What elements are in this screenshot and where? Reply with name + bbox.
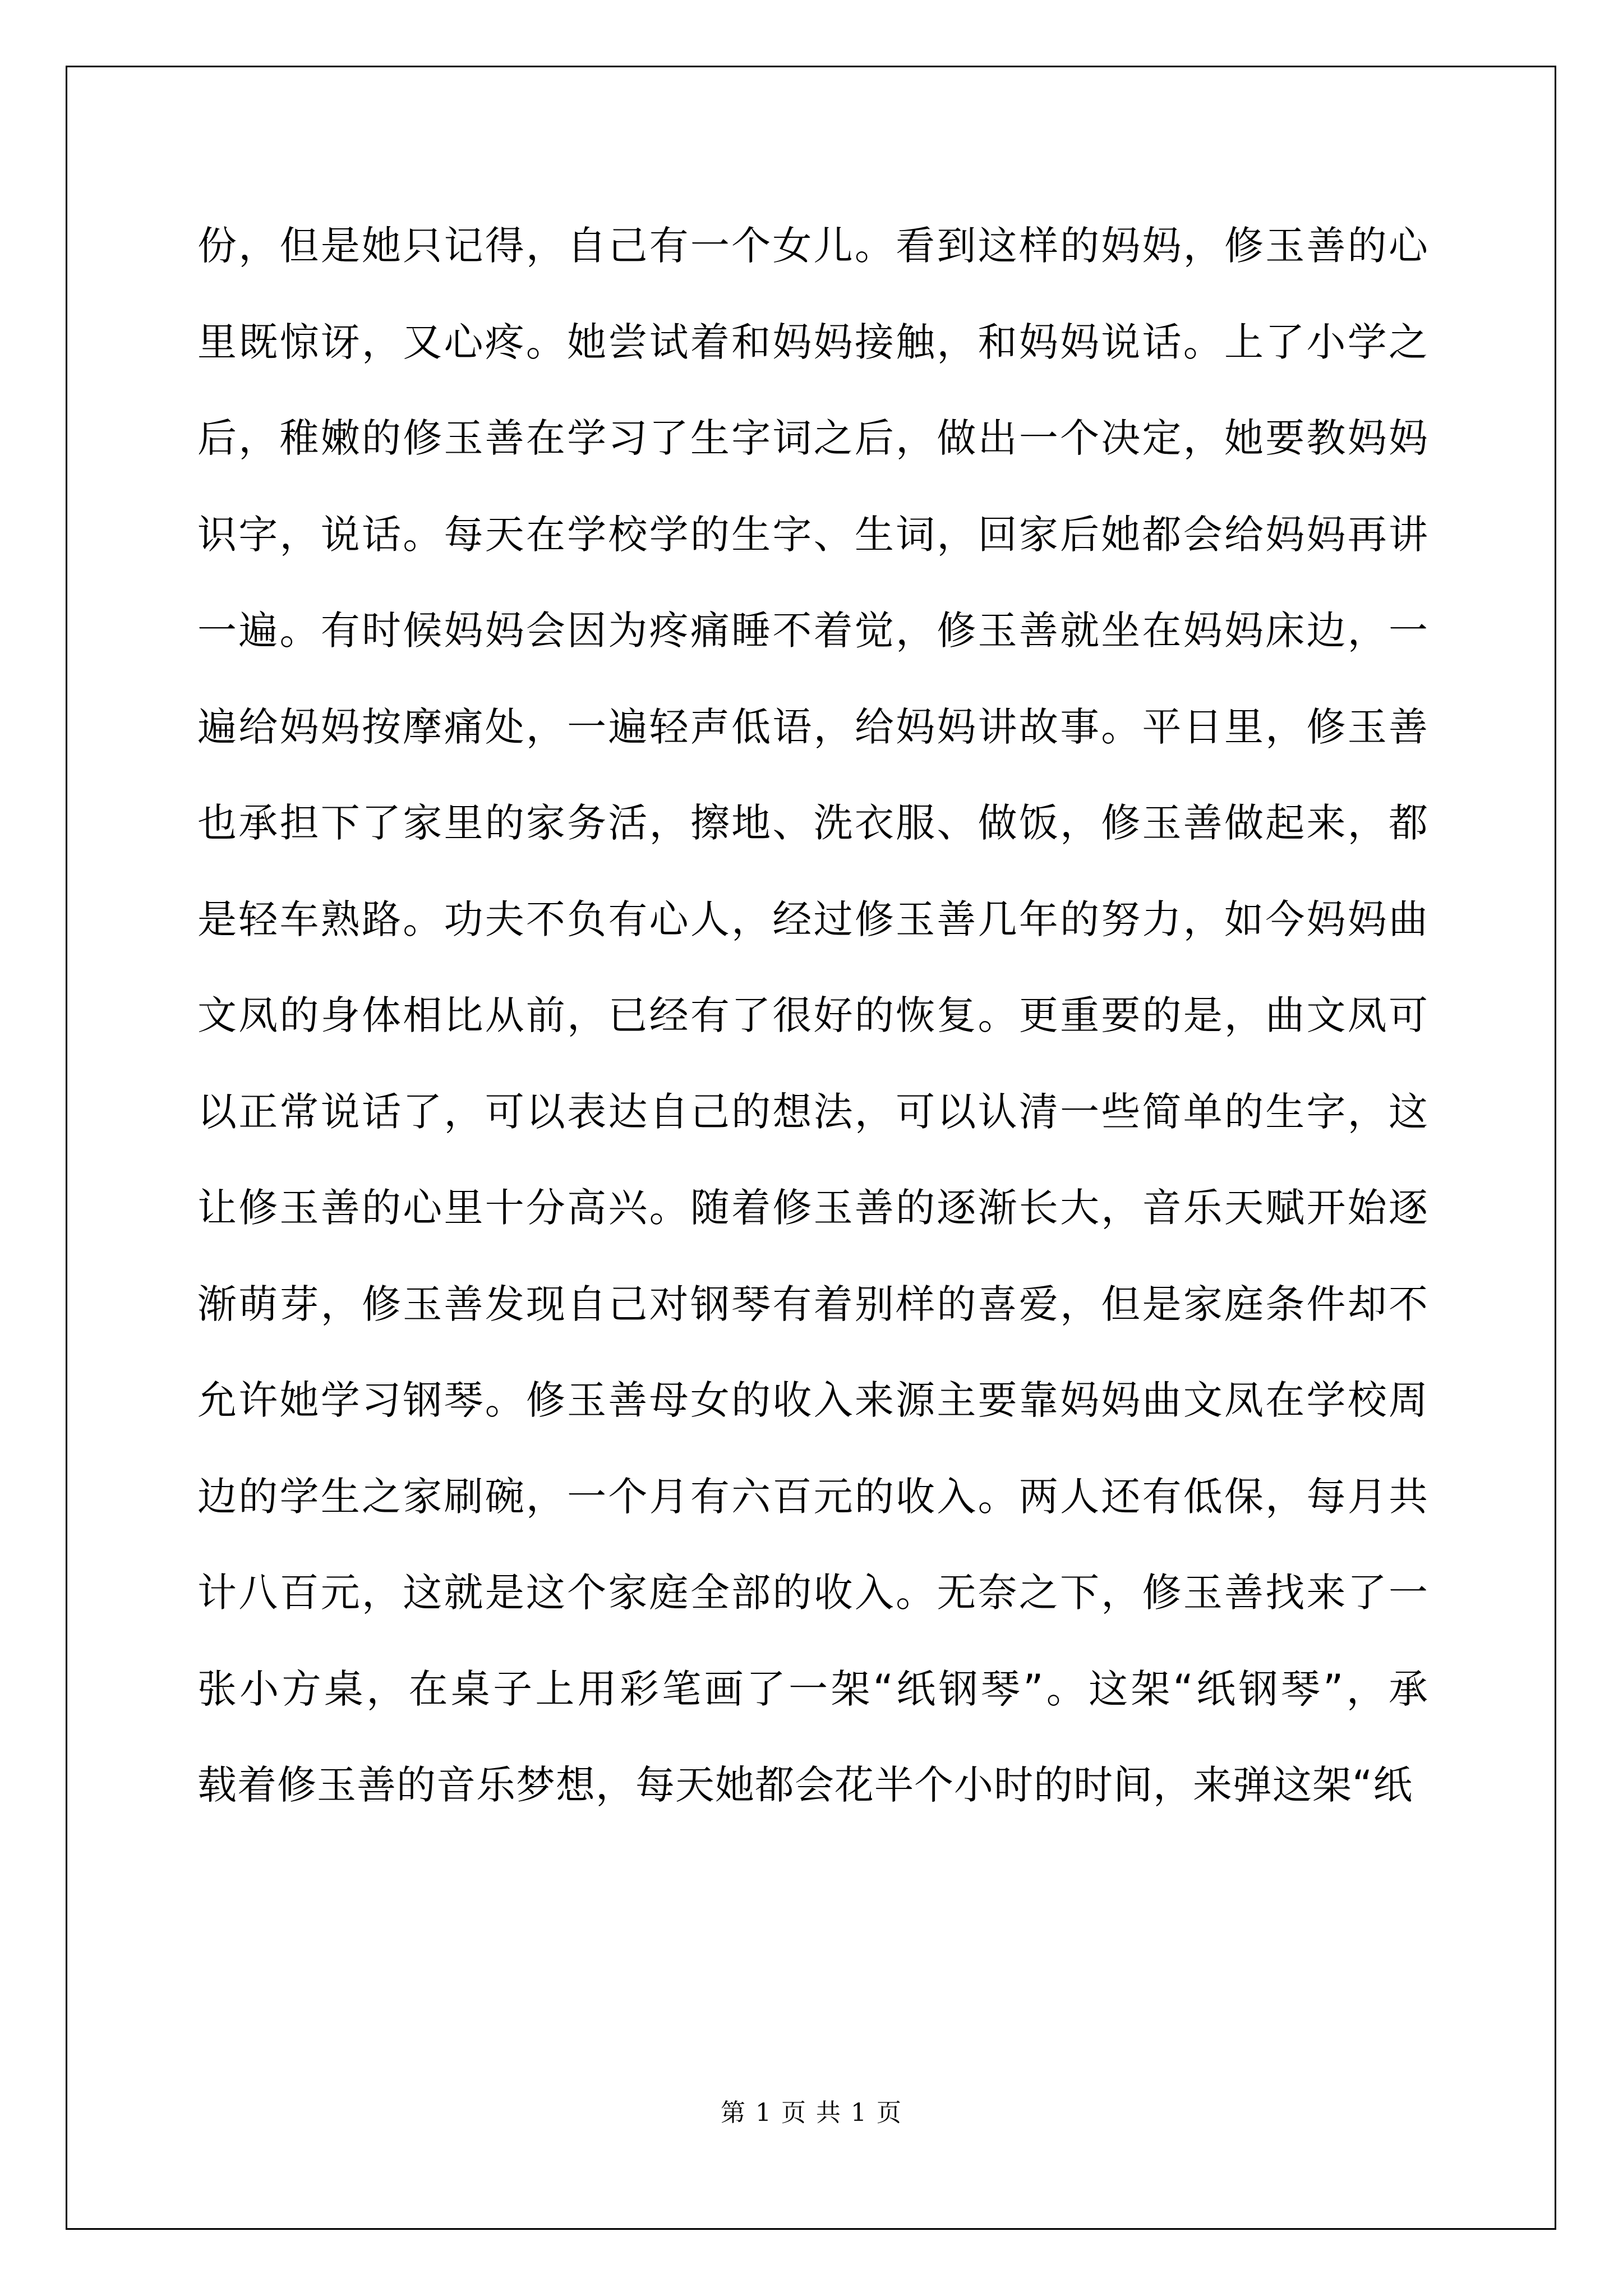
text-line: 以正常说话了，可以表达自己的想法，可以认清一些简单的生字，这 [197, 1088, 1428, 1135]
text-line: 允许她学习钢琴。修玉善母女的收入来源主要靠妈妈曲文凤在学校周 [197, 1377, 1428, 1423]
text-line: 识字，说话。每天在学校学的生字、生词，回家后她都会给妈妈再讲 [197, 511, 1428, 558]
text-line: 张小方桌，在桌子上用彩笔画了一架“纸钢琴”。这架“纸钢琴”，承 [197, 1665, 1428, 1712]
page-footer: 第 1 页 共 1 页 [721, 2099, 902, 2127]
text-line: 份，但是她只记得，自己有一个女儿。看到这样的妈妈，修玉善的心 [197, 223, 1428, 269]
text-line: 让修玉善的心里十分高兴。随着修玉善的逐渐长大，音乐天赋开始逐 [197, 1185, 1428, 1231]
text-line: 一遍。有时候妈妈会因为疼痛睡不着觉，修玉善就坐在妈妈床边，一 [197, 608, 1428, 654]
text-line: 遍给妈妈按摩痛处，一遍轻声低语，给妈妈讲故事。平日里，修玉善 [197, 703, 1428, 750]
text-line: 是轻车熟路。功夫不负有心人，经过修玉善几年的努力，如今妈妈曲 [197, 896, 1428, 942]
text-line: 也承担下了家里的家务活，擦地、洗衣服、做饭，修玉善做起来，都 [197, 800, 1428, 846]
text-line: 里既惊讶，又心疼。她尝试着和妈妈接触，和妈妈说话。上了小学之 [197, 319, 1428, 365]
text-line: 载着修玉善的音乐梦想，每天她都会花半个小时的时间，来弹这架“纸 [197, 1762, 1413, 1808]
text-line: 后，稚嫩的修玉善在学习了生字词之后，做出一个决定，她要教妈妈 [197, 415, 1428, 461]
text-line: 渐萌芽，修玉善发现自己对钢琴有着别样的喜爱，但是家庭条件却不 [197, 1281, 1428, 1327]
text-line: 计八百元，这就是这个家庭全部的收入。无奈之下，修玉善找来了一 [197, 1570, 1428, 1616]
text-line: 边的学生之家刷碗，一个月有六百元的收入。两人还有低保，每月共 [197, 1473, 1428, 1520]
body-text [197, 198, 1428, 1834]
text-line: 文凤的身体相比从前，已经有了很好的恢复。更重要的是，曲文凤可 [197, 992, 1428, 1038]
